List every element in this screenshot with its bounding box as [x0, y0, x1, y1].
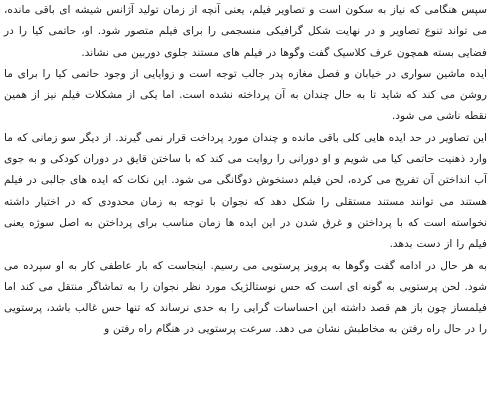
paragraph-4: به هر حال در ادامه گفت وگوها به پرویز پرستویی می رسیم. اینجاست که بار عاطفی کار به او سپرده می شود. لحن پرستویی به گونه ای است که حس نوستالژیک مورد نظر نجوان را به تماشاگر منتقل می کند اما فیلمساز چون باز هم قصد داشته این احساسات گرایی را به حدی نرساند که تنها حس غالب باشد، پرستویی را در حال راه رفتن به مخاطبش نشان می دهد. سرعت پرستویی در هنگام راه رفتن و	[4, 259, 487, 336]
paragraph-2: ایده ماشین سواری در خیابان و فصل مغازه پدر جالب توجه است و زوایایی از وجود حاتمی کیا را برای ما روشن می کند که شاید تا به حال چندان به آن پرداخته نشده است. اما یکی از مشکلات فیلم نیز از همین نقطه ناشی می شود.	[4, 67, 487, 123]
paragraph-1: سپس هنگامی که نیاز به سکون است و تصاویر فیلم، یعنی آنچه از زمان تولید آژانس شیشه ای باقی مانده، می تواند تنوع تصاویر و در نهایت شکل گرافیکی منسجمی را برای فیلم متصور شود. او، حاتمی کیا را در فضایی بسته همچون عرف کلاسیک گفت وگوها در فیلم های مستند جلوی دوربین می نشاند.	[4, 4, 487, 59]
paragraph-3: این تصاویر در حد ایده هایی کلی باقی مانده و چندان مورد پرداخت قرار نمی گیرند. از دیگر سو زمانی که ما وارد ذهنیت حاتمی کیا می شویم و او دورانی را روایت می کند که با ساختن قایق در دوران کودکی و به جوی آب انداختن آن تفریح می کرده، لحن فیلم دستخوش دوگانگی می شود. این نکات که ایده های جالبی در فیلم هستند می توانند مستند مستقلی را شکل دهد که نجوان با توجه به زمان محدودی که در اختیار داشته نخواسته است که با پرداختن و غرق شدن در این ایده ها زمان مناسب برای پرداختن به اصل سوژه یعنی فیلم را از دست بدهد.	[4, 131, 487, 251]
article-body	[4, 0, 487, 341]
